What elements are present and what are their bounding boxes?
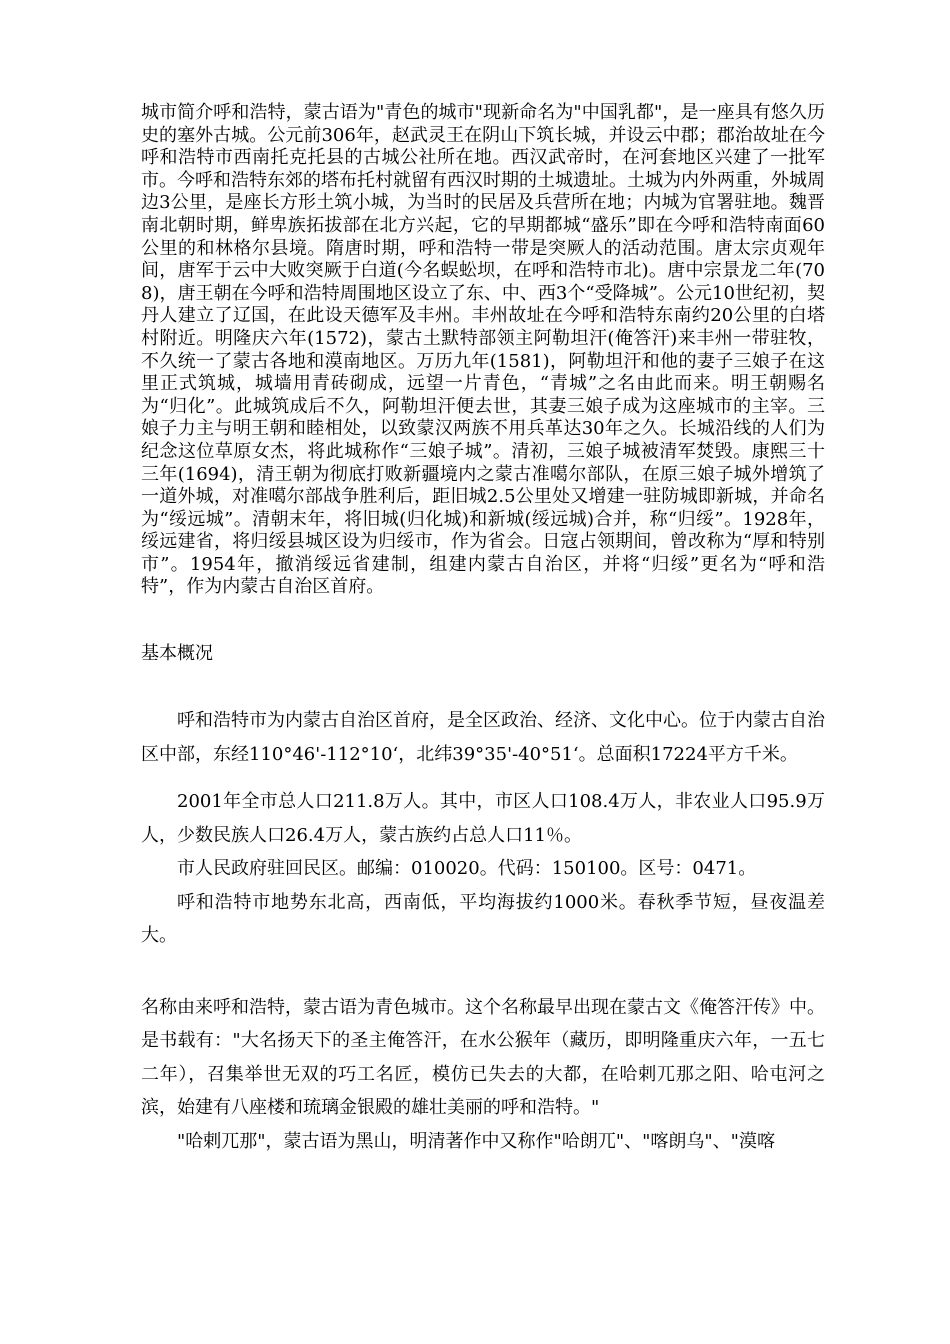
overview-paragraph-population: 2001年全市总人口211.8万人。其中，市区人口108.4万人，非农业人口95.9万人，少数民族人口26.4万人，蒙古族约占总人口11％。 xyxy=(141,791,825,846)
overview-paragraph-government: 市人民政府驻回民区。邮编：010020。代码：150100。区号：0471。 xyxy=(177,858,757,880)
city-intro-paragraph: 城市简介呼和浩特，蒙古语为"青色的城市"现新命名为"中国乳都"，是一座具有悠久历史的塞外古城。公元前306年，赵武灵王在阴山下筑长城，并设云中郡；郡治故址在今呼和浩特市西南托克托县的古城公社所在地。西汉武帝时，在河套地区兴建了一批军市。今呼和浩特东郊的塔布托村就留有西汉时期的土城遗址。土城为内外两重，外城周边3公里，是座长方形土筑小城，为当时的民居及兵营所在地；内城为官署驻地。魏晋南北朝时期，鲜卑族拓拔部在北方兴起，它的早期都城“盛乐”即在今呼和浩特南面60公里的和林格尔县境。隋唐时期，呼和浩特一带是突厥人的活动范围。唐太宗贞观年间，唐军于云中大败突厥于白道(今名蜈蚣坝，在呼和浩特市北)。唐中宗景龙二年(708)，唐王朝在今呼和浩特周围地区设立了东、中、西3个“受降城”。公元10世纪初，契丹人建立了辽国，在此设天德军及丰州。丰州故址在今呼和浩特东南约20公里的白塔村附近。明隆庆六年(1572)，蒙古土默特部领主阿勒坦汗(俺答汗)来丰州一带驻牧，不久统一了蒙古各地和漠南地区。万历九年(1581)，阿勒坦汗和他的妻子三娘子在这里正式筑城，城墙用青砖砌成，远望一片青色，“青城”之名由此而来。明王朝赐名为“归化”。此城筑成后不久，阿勒坦汗便去世，其妻三娘子成为这座城市的主宰。三娘子力主与明王朝和睦相处，以致蒙汉两族不用兵革达30年之久。长城沿线的人们为纪念这位草原女杰，将此城称作“三娘子城”。清初，三娘子城被清军焚毁。康熙三十三年(1694)，清王朝为彻底打败新疆境内之蒙古准噶尔部队，在原三娘子城外增筑了一道外城，对准噶尔部战争胜利后，距旧城2.5公里处又增建一驻防城即新城，并命名为“绥远城”。清朝末年，将旧城(归化城)和新城(绥远城)合并，称“归绥”。1928年，绥远建省，将归绥县城区设为归绥市，作为省会。日寇占领期间，曾改称为“厚和特别市”。1954年，撤消绥远省建制，组建内蒙古自治区，并将“归绥”更名为“呼和浩特”，作为内蒙古自治区首府。 xyxy=(141,102,825,598)
overview-paragraph-location: 呼和浩特市为内蒙古自治区首府，是全区政治、经济、文化中心。位于内蒙古自治区中部，东经110°46'-112°10‘，北纬39°35'-40°51‘。总面积17224平方千米。 xyxy=(141,710,825,765)
overview-paragraph-terrain: 呼和浩特市地势东北高，西南低，平均海拔约1000米。春秋季节短，昼夜温差大。 xyxy=(141,891,825,947)
section-heading-overview: 基本概况 xyxy=(141,643,213,665)
name-origin-paragraph: 名称由来呼和浩特，蒙古语为青色城市。这个名称最早出现在蒙古文《俺答汗传》中。是书载有："大名扬天下的圣主俺答汗，在水公猴年（藏历，即明隆重庆六年，一五七二年），召集举世无双的巧工名匠，模仿已失去的大都，在哈剌兀那之阳、哈屯河之滨，始建有八座楼和琉璃金银殿的雄壮美丽的呼和浩特。" xyxy=(141,996,825,1119)
name-origin-continuation: "哈剌兀那"，蒙古语为黑山，明清著作中又称作"哈朗兀"、"喀朗乌"、"漠喀 xyxy=(177,1130,775,1152)
document-page xyxy=(141,102,825,1158)
